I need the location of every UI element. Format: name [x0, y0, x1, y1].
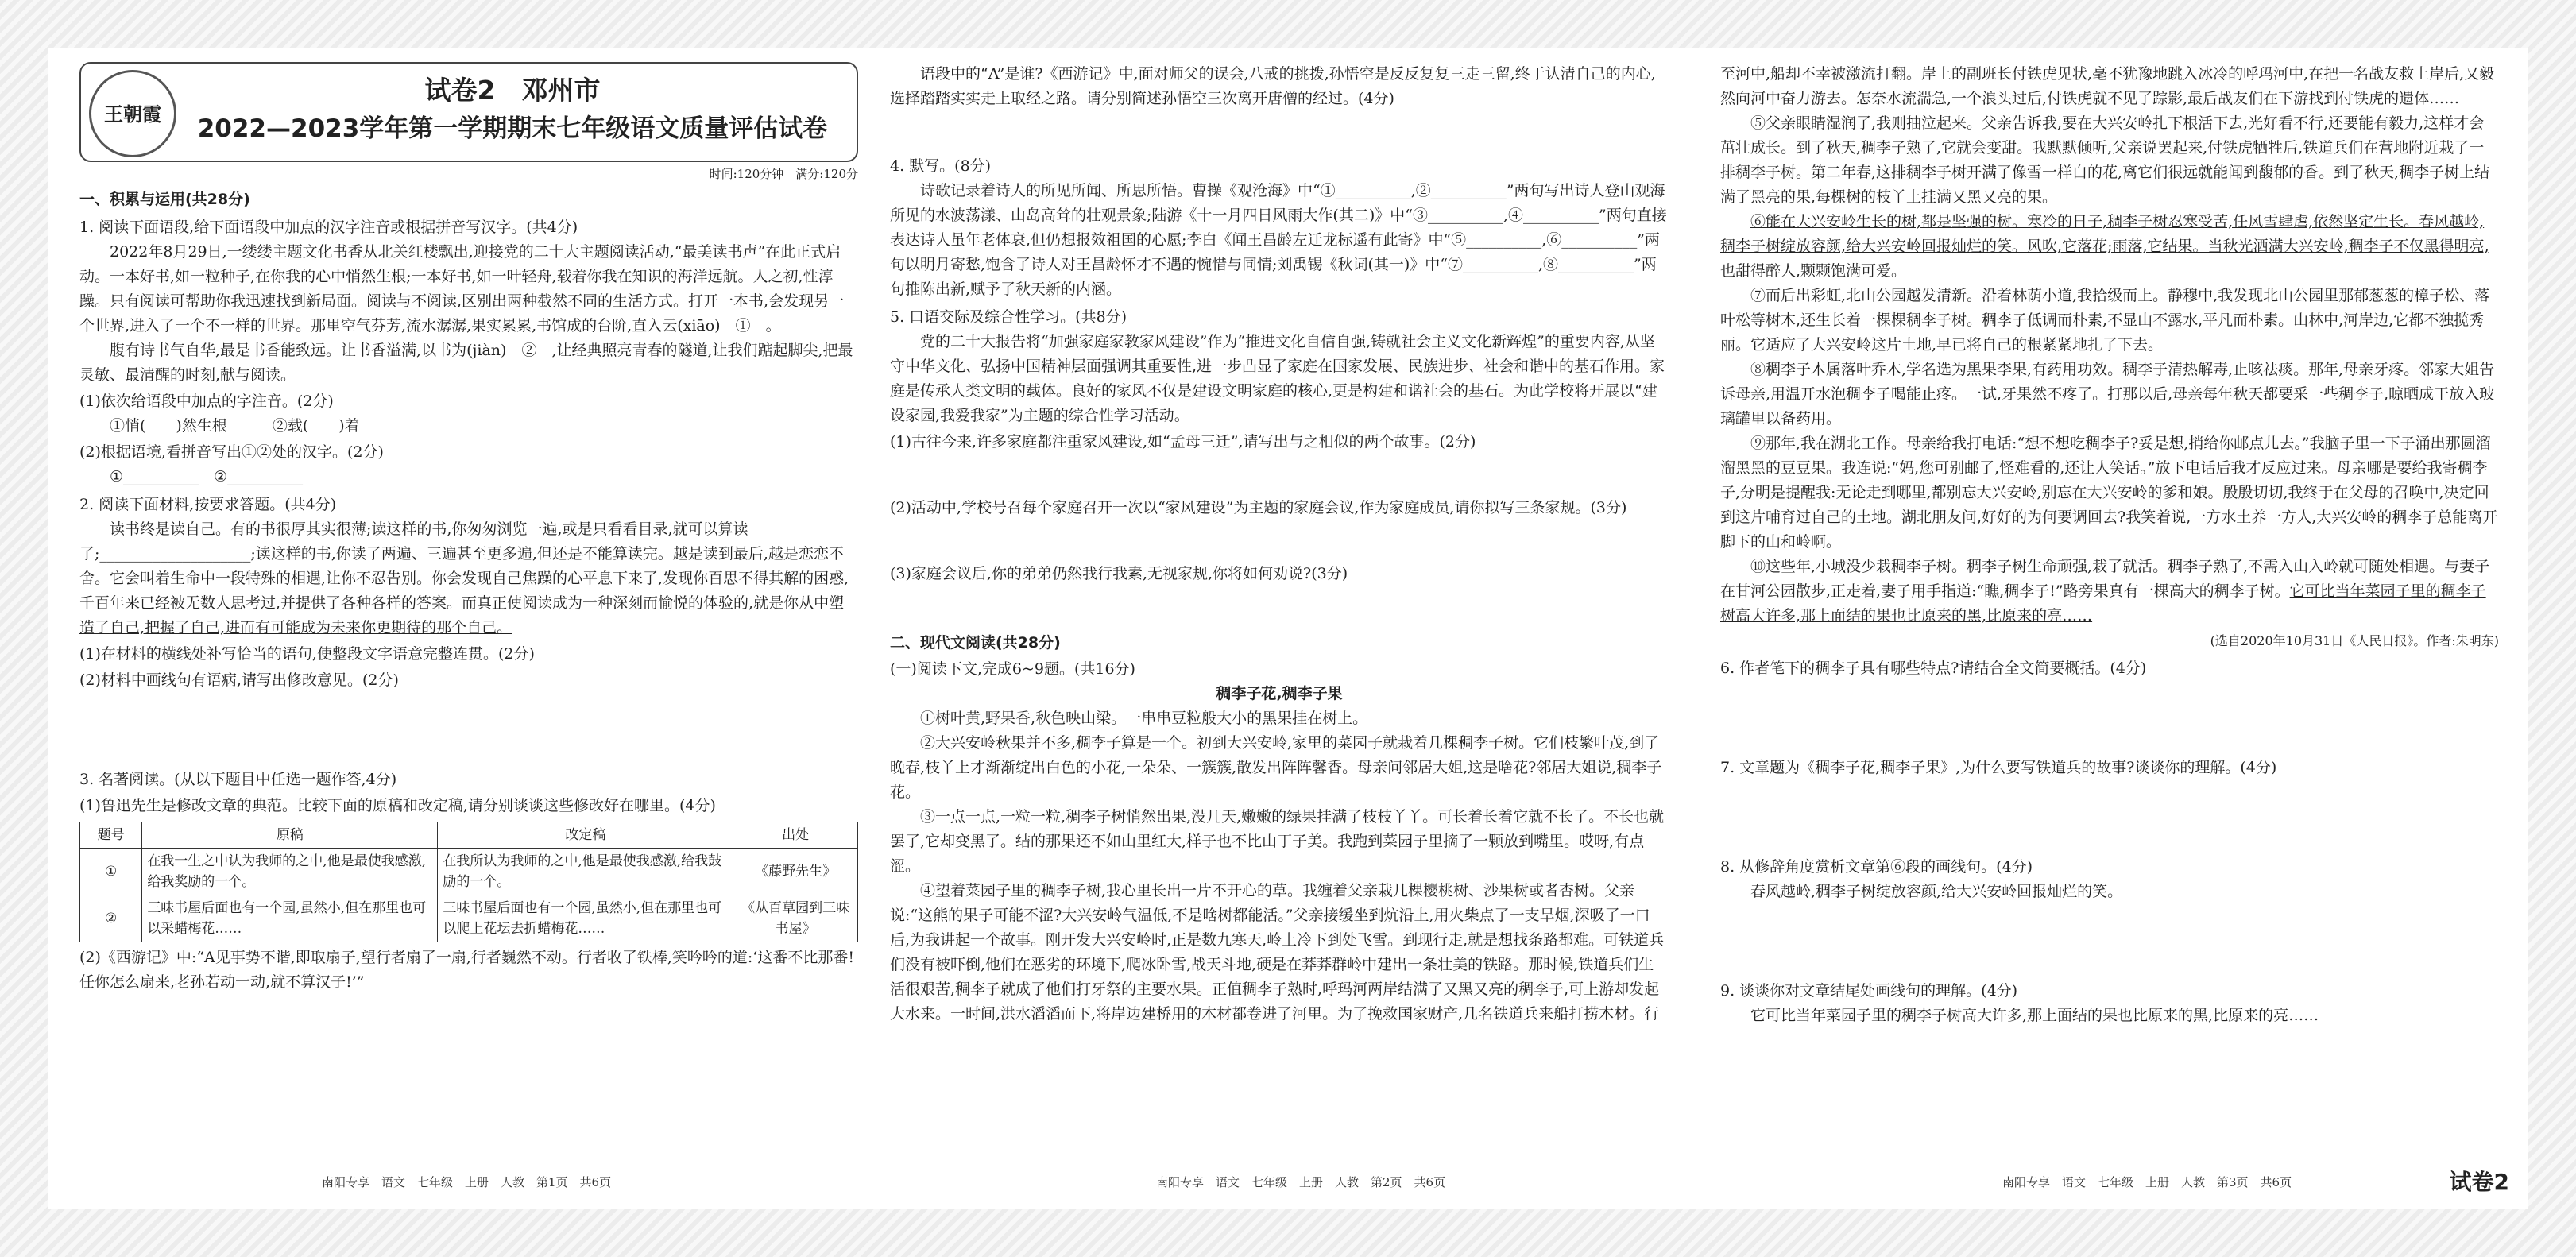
underlined-sentence: 而真正使阅读成为一种深刻而愉悦的体验的,就是你从中塑造了自己,把握了自己,进而有可能成为未来你更期待的那个自己。: [79, 594, 845, 636]
exam-paper: [48, 48, 2528, 1209]
table-cell: ①: [80, 849, 142, 895]
story-paragraph: [1720, 555, 2499, 628]
page-footer: 南阳专享 语文 七年级 上册 人教 第2页 共6页: [1156, 1175, 1446, 1189]
story-paragraph: 至河中,船却不幸被激流打翻。岸上的副班长付铁虎见状,毫不犹豫地跳入冰冷的呼玛河中,在把一名战友救上岸后,又毅然向河中奋力游去。怎奈水流湍急,一个浪头过后,付铁虎就不见了踪影,最后战友们在下游找到付铁虎的遗体……: [1720, 65, 2495, 107]
sub-question: (1)古往今来,许多家庭都注重家风建设,如“孟母三迁”,请写出与之相似的两个故事。(2分): [890, 433, 1476, 451]
table-header-row: [80, 822, 858, 849]
table-cell: 三味书屋后面也有一个园,虽然小,但在那里也可以采蜡梅花……: [142, 895, 438, 942]
answer-space: [890, 454, 1669, 494]
answer-space: [1720, 681, 2499, 752]
answer-space: [1720, 904, 2499, 976]
table-cell: 在我所认为我师的之中,他是最使我感激,给我鼓励的一个。: [438, 849, 733, 895]
table-header: 出处: [733, 822, 858, 849]
column-3: [1720, 62, 2499, 1028]
answer-space: [890, 111, 1669, 151]
answer-blanks: ①悄( )然生根 ②载( )着: [110, 417, 360, 435]
table-header: 改定稿: [438, 822, 733, 849]
question-9: 9. 谈谈你对文章结尾处画线句的理解。(4分): [1720, 982, 2018, 1000]
table-row: [80, 849, 858, 895]
sub-question: (1)在材料的横线处补写恰当的语句,使整段文字语意完整连贯。(2分): [79, 645, 535, 663]
sub-question: (1)鲁迅先生是修改文章的典范。比较下面的原稿和改定稿,请分别谈谈这些修改好在哪里。(4分): [79, 797, 716, 814]
question-6: 6. 作者笔下的稠李子具有哪些特点?请结合全文简要概括。(4分): [1720, 659, 2147, 677]
question-8: 8. 从修辞角度赏析文章第⑥段的画线句。(4分): [1720, 858, 2033, 876]
passage-text: 读书终是读自己。有的书很厚其实很薄;读这样的书,你匆匆浏览一遍,或是只看看目录,就可以算读了;____________________;读这样的书,你读了两遍、三遍甚至更多遍,但还是不能算读完。越是读到最后,越是恋恋不舍。它会叫着生命中一段特殊的相遇,让你不忍告别。你会发现自己焦躁的心平息下来了,发现你百思不得其解的困惑,千百年来已经被无数人思考过,并提供了各种各样的答案。: [79, 520, 849, 612]
column-1: [79, 62, 858, 995]
question-5-heading: 5. 口语交际及综合性学习。(共8分): [890, 308, 1127, 326]
sub-question: (2)材料中画线句有语病,请写出修改意见。(2分): [79, 671, 399, 689]
source-citation: (选自2020年10月31日《人民日报》。作者:朱明东): [2210, 633, 2499, 648]
question-7: 7. 文章题为《稠李子花,稠李子果》,为什么要写铁道兵的故事?谈谈你的理解。(4分): [1720, 759, 2277, 776]
question-continuation: 语段中的“A”是谁?《西游记》中,面对师父的误会,八戒的挑拨,孙悟空是反反复复三走三留,终于认清自己的内心,选择踏踏实实走上取经之路。请分别简述孙悟空三次离开唐僧的经过。(4分): [890, 65, 1656, 107]
page-footer: 南阳专享 语文 七年级 上册 人教 第1页 共6页: [322, 1175, 612, 1189]
story-paragraph: ⑥能在大兴安岭生长的树,都是坚强的树。寒冷的日子,稠李子树忍寒受苦,任风雪肆虐,依然坚定生长。春风越岭,稠李子树绽放容颜,给大兴安岭回报灿烂的笑。风吹,它落花;雨落,它结果。当秋光洒满大兴安岭,稠李子不仅黑得明亮,也甜得醉人,颗颗饱满可爱。: [1720, 213, 2489, 280]
answer-space: [890, 520, 1669, 560]
story-text: ⑩这些年,小城没少栽稠李子树。稠李子树生命顽强,栽了就活。稠李子熟了,不需入山入岭就可随处相遇。与妻子在甘河公园散步,正走着,妻子用手指道:“瞧,稠李子!”路旁果真有一棵高大的稠李子树。: [1720, 558, 2490, 600]
question-1-heading: 1. 阅读下面语段,给下面语段中加点的汉字注音或根据拼音写汉字。(共4分): [79, 219, 578, 236]
answer-space: [79, 693, 858, 764]
table-cell: 三味书屋后面也有一个园,虽然小,但在那里也可以爬上花坛去折蜡梅花……: [438, 895, 733, 942]
paper-number-badge: 试卷2: [2449, 1169, 2509, 1195]
section-heading: 二、现代文阅读(共28分): [890, 634, 1061, 652]
story-paragraph: ⑦而后出彩虹,北山公园越发清新。沿着林荫小道,我拾级而上。静穆中,我发现北山公园里那郁葱葱的樟子松、落叶松等树木,还生长着一棵棵稠李子树。稠李子低调而朴素,不显山不露水,平凡而朴素。山林中,河岸边,它都不独揽秀丽。它适应了大兴安岭这片土地,早已将自己的根紧紧地扎了下去。: [1720, 287, 2490, 354]
paper-title: 试卷2 邓州市: [424, 75, 601, 106]
sub-question: (3)家庭会议后,你的弟弟仍然我行我素,无视家规,你将如何劝说?(3分): [890, 565, 1348, 582]
sub-question: (1)依次给语段中加点的字注音。(2分): [79, 393, 334, 410]
table-cell: 《从百草园到三味书屋》: [733, 895, 858, 942]
question-4-heading: 4. 默写。(8分): [890, 157, 992, 175]
part-heading: (一)阅读下文,完成6~9题。(共16分): [890, 660, 1135, 678]
answer-space: [1720, 780, 2499, 852]
story-paragraph: ②大兴安岭秋果并不多,稠李子算是一个。初到大兴安岭,家里的菜园子就栽着几棵稠李子树。它们枝繁叶茂,到了晚春,枝丫上才渐渐绽出白色的小花,一朵朵、一簇簇,散发出阵阵馨香。母亲问邻居大姐,这是啥花?邻居大姐说,稠李子花。: [890, 734, 1662, 801]
story-paragraph: ④望着菜园子里的稠李子树,我心里长出一片不开心的草。我缠着父亲栽几棵樱桃树、沙果树或者杏树。父亲说:“这熊的果子可能不涩?大兴安岭气温低,不是啥树都能活。”父亲接缓坐到炕沿上,用火柴点了一支旱烟,深吸了一口后,为我讲起一个故事。刚开发大兴安岭时,正是数九寒天,岭上冷下到处飞雪。到现行走,就是想找条路都难。可铁道兵们没有被吓倒,他们在恶劣的环境下,爬冰卧雪,战天斗地,硬是在莽莽群岭中建出一条壮美的铁路。那时候,铁道兵们生活很艰苦,稠李子就成了他们打牙祭的主要水果。正值稠李子熟时,呼玛河两岸结满了又黑又亮的稠李子,可上游却发起大水来。一时间,洪水滔滔而下,将岸边建桥用的木材都卷进了河里。为了挽救国家财产,几名铁道兵来船打捞木材。行: [890, 882, 1665, 1023]
question-3-heading: 3. 名著阅读。(从以下题目中任选一题作答,4分): [79, 771, 397, 788]
story-paragraph: ①树叶黄,野果香,秋色映山梁。一串串豆粒般大小的黑果挂在树上。: [920, 710, 1368, 727]
question-2-heading: 2. 阅读下面材料,按要求答题。(共4分): [79, 496, 337, 513]
passage-paragraph: 诗歌记录着诗人的所见所闻、所思所悟。曹操《观沧海》中“①__________,②__________”两句写出诗人登山观海所见的水波荡漾、山岛高耸的壮观景象;陆游《十一月四日风雨大作(其二)》中“③__________,④__________”两句直接表达诗人虽年老体衰,但仍想报效祖国的心愿;李白《闻王昌龄左迁龙标遥有此寄》中“⑤__________,⑥__________”两句以明月寄愁,饱含了诗人对王昌龄怀才不遇的惋惜与同情;刘禹锡《秋词(其一)》中“⑦__________,⑧__________”两句推陈出新,赋予了秋天新的内涵。: [890, 182, 1667, 298]
story-paragraph: ⑧稠李子木属落叶乔木,学名选为黑果李果,有药用功效。稠李子清热解毒,止咳祛痰。那年,母亲牙疼。邻家大姐告诉母亲,用温开水泡稠李子喝能止疼。一试,牙果然不疼了。打那以后,母亲每年秋天都要采一些稠李子,晾晒成干放入玻璃罐里以备药用。: [1720, 361, 2495, 427]
sub-question: (2)《西游记》中:“A见事势不谐,即取扇子,望行者扇了一扇,行者巍然不动。行者收了铁棒,笑吟吟的道:‘这番不比那番!任你怎么扇来,老孙若动一动,就不算汉子!’”: [79, 949, 854, 991]
table-cell: 在我一生之中认为我师的之中,他是最使我感激,给我奖励的一个。: [142, 849, 438, 895]
sub-question: (2)根据语境,看拼音写出①②处的汉字。(2分): [79, 443, 384, 461]
passage-paragraph: [79, 517, 858, 640]
story-title: 稠李子花,稠李子果: [1216, 685, 1343, 702]
title-box: [79, 62, 858, 162]
quoted-sentence: 它可比当年菜园子里的稠李子树高大许多,那上面结的果也比原来的黑,比原来的亮……: [1750, 1007, 2319, 1024]
section-heading: 一、积累与运用(共28分): [79, 191, 250, 208]
revision-table: [79, 822, 858, 942]
table-header: 题号: [80, 822, 142, 849]
table-cell: ②: [80, 895, 142, 942]
passage-paragraph: 2022年8月29日,一缕缕主题文化书香从北关红楼飘出,迎接党的二十大主题阅读活动,“最美读书声”在此正式启动。一本好书,如一粒种子,在你我的心中悄然生根;一本好书,如一叶轻舟,载着你我在知识的海洋远航。人之初,性淳躁。只有阅读可帮助你我迅速找到新局面。阅读与不阅读,区别出两种截然不同的生活方式。打开一本书,会发现另一个世界,进入了一个不一样的世界。那里空气芬芳,流水潺潺,果实累累,书馆成的台阶,直入云(xiāo) ① 。: [79, 243, 845, 335]
underlined-sentence: 它可比当年菜园子里的稠李子树高大许多,那上面结的果也比原来的黑,比原来的亮……: [1720, 582, 2486, 625]
paper-subtitle: 2022—2023学年第一学期期末七年级语文质量评估试卷: [197, 114, 828, 143]
story-paragraph: ③一点一点,一粒一粒,稠李子树悄然出果,没几天,嫩嫩的绿果挂满了枝枝丫丫。可长着长着它就不长了。不长也就罢了,它却变黑了。结的那果还不如山里红大,样子也不比山丁子美。我跑到菜园子里摘了一颗放到嘴里。哎呀,有点涩。: [890, 808, 1665, 875]
passage-paragraph: 腹有诗书气自华,最是书香能致远。让书香溢满,以书为(jiàn) ② ,让经典照亮青春的隧道,让我们踮起脚尖,把最灵敏、最清醒的时刻,献与阅读。: [79, 342, 853, 384]
passage-paragraph: 党的二十大报告将“加强家庭家教家风建设”作为“推进文化自信自强,铸就社会主义文化新辉煌”的重要内容,从坚守中华文化、弘扬中国精神层面强调其重要性,进一步凸显了家庭在国家发展、民族进步、社会和谐中的基石作用。家庭是传承人类文明的载体。良好的家风不仅是建设文明家庭的核心,更是构建和谐社会的基石。为此学校将开展以“建设家园,我爱我家”为主题的综合性学习活动。: [890, 333, 1665, 424]
table-row: [80, 895, 858, 942]
sub-question: (2)活动中,学校号召每个家庭召开一次以“家风建设”为主题的家庭会议,作为家庭成员,请你拟写三条家规。(3分): [890, 499, 1627, 516]
story-paragraph: ⑨那年,我在湖北工作。母亲给我打电话:“想不想吃稠李子?妥是想,捎给你邮点儿去。”我脑子里一下子涌出那圆溜溜黑黑的豆豆果。我连说:“妈,您可别邮了,怪难看的,还让人笑话。”放下电话后我才反应过来。母亲哪是要给我寄稠李子,分明是提醒我:无论走到哪里,都别忘大兴安岭,别忘在大兴安岭的爹和娘。殷殷切切,我终于在父母的召唤中,决定回到这片哺育过自己的土地。湖北朋友问,好好的为何要调回去?我笑着说,一方水土养一方人,大兴安岭的稠李子总能离开脚下的山和岭啊。: [1720, 435, 2498, 551]
quoted-sentence: 春风越岭,稠李子树绽放容颜,给大兴安岭回报灿烂的笑。: [1750, 883, 2123, 900]
page-footer: 南阳专享 语文 七年级 上册 人教 第3页 共6页: [2002, 1175, 2292, 1189]
table-cell: 《藤野先生》: [733, 849, 858, 895]
column-2: [890, 62, 1669, 1027]
answer-space: [890, 586, 1669, 626]
answer-blanks: ①__________ ②__________: [110, 468, 304, 485]
table-header: 原稿: [142, 822, 438, 849]
time-score-info: 时间:120分钟 满分:120分: [709, 167, 858, 181]
logo-seal: [89, 70, 176, 157]
story-paragraph: ⑤父亲眼睛湿润了,我则抽泣起来。父亲告诉我,要在大兴安岭扎下根活下去,光好看不行,还要能有毅力,这样才会茁壮成长。到了秋天,稠李子熟了,它就会变甜。我默默倾听,父亲说罢起来,付铁虎牺牲后,铁道兵们在营地附近栽了一排稠李子树。第二年春,这排稠李子树开满了像雪一样白的花,离它们很远就能闻到馥郁的香。到了秋天,稠李子树上结满了黑亮的果,每棵树的枝丫上挂满又黑又亮的果。: [1720, 114, 2490, 206]
logo-text: 王朝霞: [104, 102, 161, 126]
